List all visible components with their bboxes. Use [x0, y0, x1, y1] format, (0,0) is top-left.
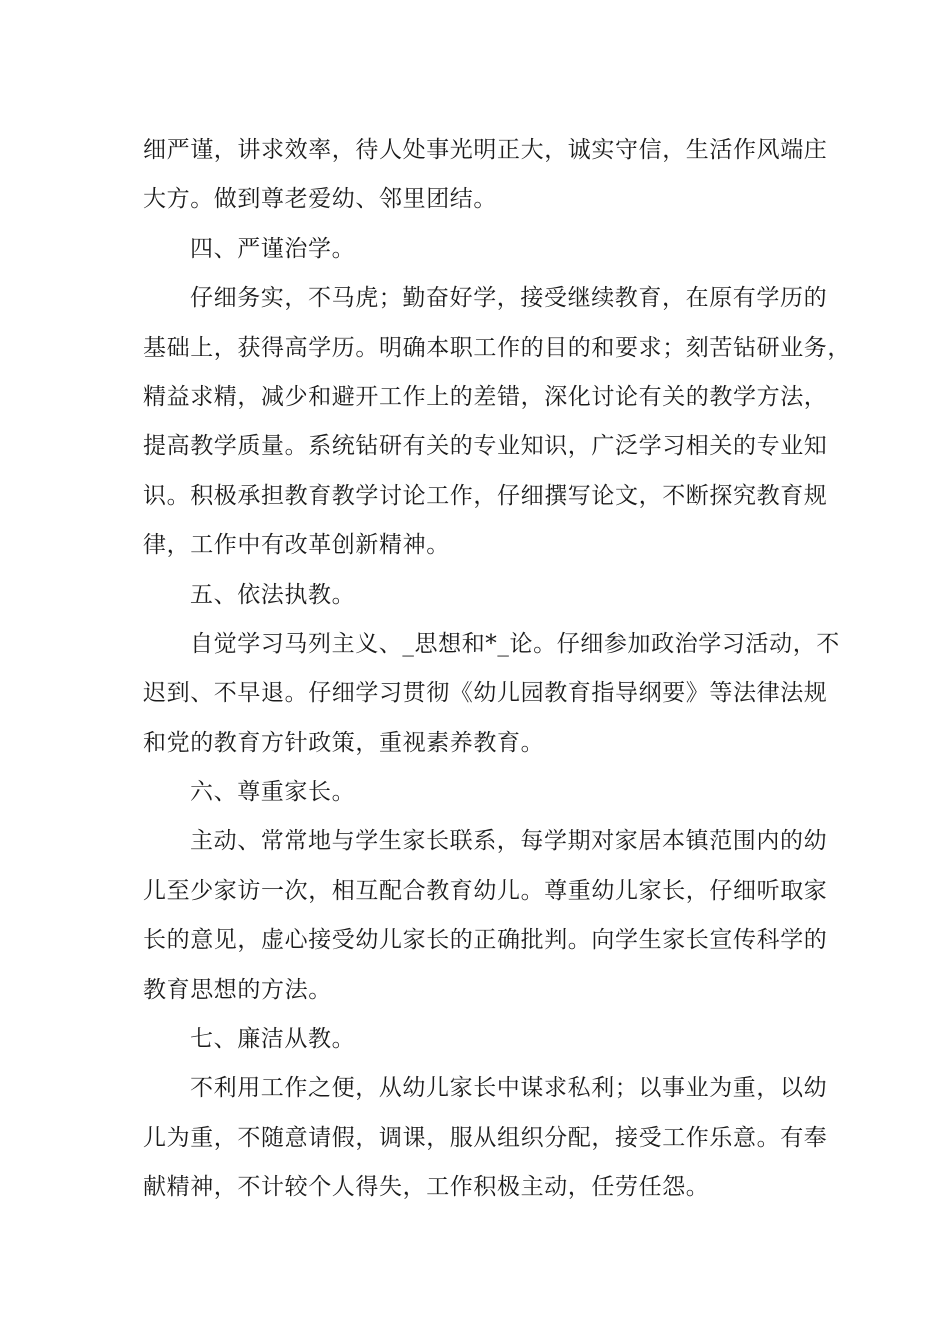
- text-line: 自觉学习马列主义、_思想和*_论。仔细参加政治学习活动，不: [190, 630, 840, 657]
- text-line: 提高教学质量。系统钻研有关的专业知识，广泛学习相关的专业知: [143, 433, 828, 460]
- text-line: 献精神，不计较个人得失，工作积极主动，任劳任怨。: [143, 1174, 710, 1201]
- document-body: [143, 126, 851, 1213]
- text-line: 不利用工作之便，从幼儿家长中谋求私利；以事业为重，以幼: [190, 1075, 828, 1102]
- text-line: 主动、常常地与学生家长联系，每学期对家居本镇范围内的幼: [190, 828, 828, 855]
- section-heading: 五、依法执教。: [190, 581, 356, 608]
- text-line: 识。积极承担教育教学讨论工作，仔细撰写论文，不断探究教育规: [143, 482, 828, 509]
- section-heading: 六、尊重家长。: [190, 779, 356, 806]
- text-line: 大方。做到尊老爱幼、邻里团结。: [143, 186, 497, 213]
- text-line: 儿至少家访一次，相互配合教育幼儿。尊重幼儿家长，仔细听取家: [143, 877, 828, 904]
- text-line: 精益求精，减少和避开工作上的差错，深化讨论有关的教学方法，: [143, 383, 828, 410]
- text-line: 教育思想的方法。: [143, 976, 332, 1003]
- text-line: 基础上，获得高学历。明确本职工作的目的和要求；刻苦钻研业务，: [143, 334, 851, 361]
- text-line: 迟到、不早退。仔细学习贯彻《幼儿园教育指导纲要》等法律法规: [143, 680, 828, 707]
- text-line: 细严谨，讲求效率，待人处事光明正大，诚实守信，生活作风端庄: [143, 137, 828, 163]
- text-line: 仔细务实，不马虎；勤奋好学，接受继续教育，在原有学历的: [190, 285, 828, 312]
- text-line: 和党的教育方针政策，重视素养教育。: [143, 729, 545, 756]
- text-line: 律，工作中有改革创新精神。: [143, 532, 450, 559]
- section-heading: 七、廉洁从教。: [190, 1026, 356, 1053]
- text-line: 长的意见，虚心接受幼儿家长的正确批判。向学生家长宣传科学的: [143, 927, 828, 954]
- section-heading: 四、严谨治学。: [190, 235, 356, 262]
- text-line: 儿为重，不随意请假，调课，服从组织分配，接受工作乐意。有奉: [143, 1124, 828, 1151]
